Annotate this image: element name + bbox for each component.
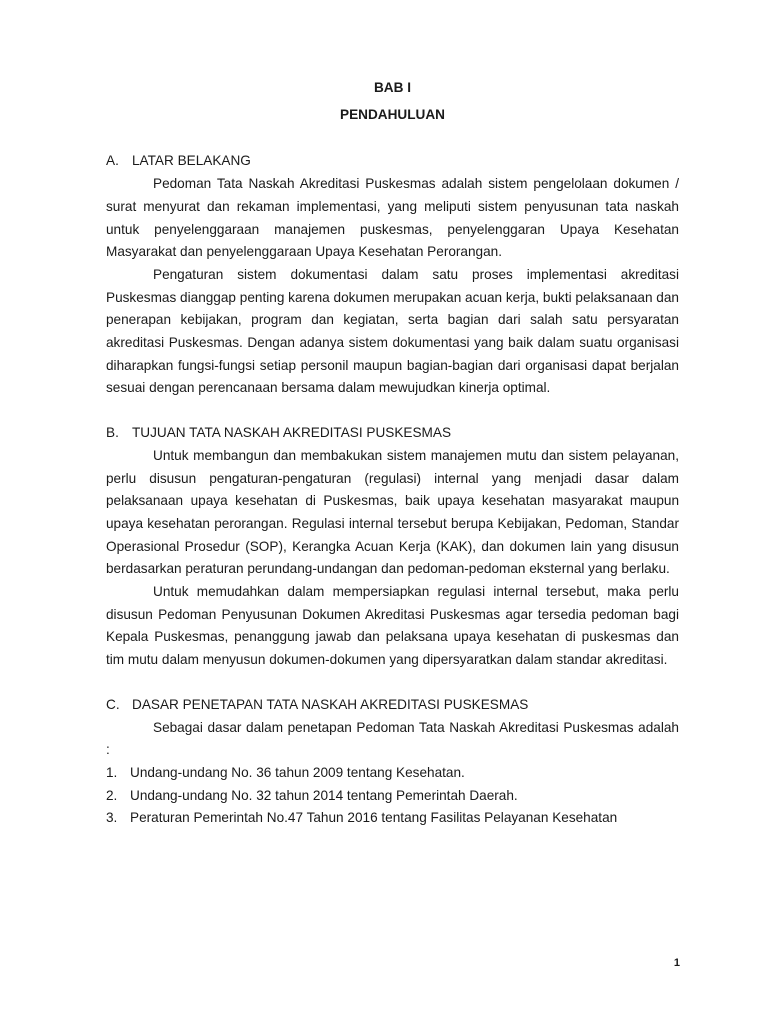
list-item-number: 1. — [106, 764, 118, 780]
list-item — [106, 785, 679, 808]
list-item-text: Undang-undang No. 36 tahun 2009 tentang Kesehatan. — [130, 764, 465, 780]
section-b-paragraph-2: Untuk memudahkan dalam mempersiapkan regulasi internal tersebut, maka perlu disusun Pedoman Penyusunan Dokumen Akreditasi Puskesmas agar tersedia pedoman bagi Kepala Puskesmas, penanggung jawab dan pelaksana upaya kesehatan di puskesmas dan tim mutu dalam menyusun dokumen-dokumen yang dipersyaratkan dalam standar akreditasi. — [106, 584, 679, 668]
list-item-text: Undang-undang No. 32 tahun 2014 tentang Pemerintah Daerah. — [130, 787, 518, 803]
section-b-letter: B. — [106, 425, 119, 441]
section-a-paragraph-1: Pedoman Tata Naskah Akreditasi Puskesmas adalah sistem pengelolaan dokumen / surat menyurat dan rekaman implementasi, yang meliputi sistem penyusunan tata naskah untuk penyelenggaraan manajemen puskesmas, penyelenggaran Upaya Kesehatan Masyarakat dan penyelenggaraan Upaya Kesehatan Perorangan. — [106, 176, 679, 260]
section-a-letter: A. — [106, 153, 119, 169]
chapter-label: BAB I — [373, 80, 411, 95]
list-item — [106, 807, 679, 830]
section-c-heading — [106, 694, 679, 717]
list-item — [106, 762, 679, 785]
section-b-paragraph-1: Untuk membangun dan membakukan sistem manajemen mutu dan sistem pelayanan, perlu disusun pengaturan-pengaturan (regulasi) internal yang menjadi dasar dalam pelaksanaan upaya kesehatan di Puskesmas, baik upaya kesehatan masyarakat maupun upaya kesehatan perorangan. Regulasi internal tersebut berupa Kebijakan, Pedoman, Standar Operasional Prosedur (SOP), Kerangka Acuan Kerja (KAK), dan dokumen lain yang disusun berdasarkan peraturan perundang-undangan dan pedoman-pedoman eksternal yang berlaku. — [106, 447, 679, 577]
page-number: 1 — [673, 957, 680, 969]
list-item-number: 3. — [106, 810, 118, 826]
list-item-number: 2. — [106, 787, 118, 803]
section-b-heading — [106, 422, 679, 445]
section-c-paragraph-1: Sebagai dasar dalam penetapan Pedoman Tata Naskah Akreditasi Puskesmas adalah : — [106, 719, 679, 758]
legal-basis-list — [106, 762, 679, 830]
section-c-letter: C. — [106, 696, 120, 712]
section-a-title: LATAR BELAKANG — [132, 153, 251, 169]
section-a-heading — [106, 150, 679, 173]
document-page — [106, 77, 679, 830]
section-b-title: TUJUAN TATA NASKAH AKREDITASI PUSKESMAS — [132, 425, 452, 441]
list-item-text: Peraturan Pemerintah No.47 Tahun 2016 tentang Fasilitas Pelayanan Kesehatan — [130, 810, 618, 826]
section-c-title: DASAR PENETAPAN TATA NASKAH AKREDITASI PUSKESMAS — [132, 696, 529, 712]
chapter-title: PENDAHULUAN — [340, 106, 445, 122]
section-a-paragraph-2: Pengaturan sistem dokumentasi dalam satu proses implementasi akreditasi Puskesmas dianggap penting karena dokumen merupakan acuan kerja, bukti pelaksanaan dan penerapan kebijakan, program dan kegiatan, serta bagian dari salah satu persyaratan akreditasi Puskesmas. Dengan adanya sistem dokumentasi yang baik dalam suatu organisasi diharapkan fungsi-fungsi setiap personil maupun bagian-bagian dari organisasi dapat berjalan sesuai dengan perencanaan bersama dalam mewujudkan kinerja optimal. — [106, 266, 679, 396]
